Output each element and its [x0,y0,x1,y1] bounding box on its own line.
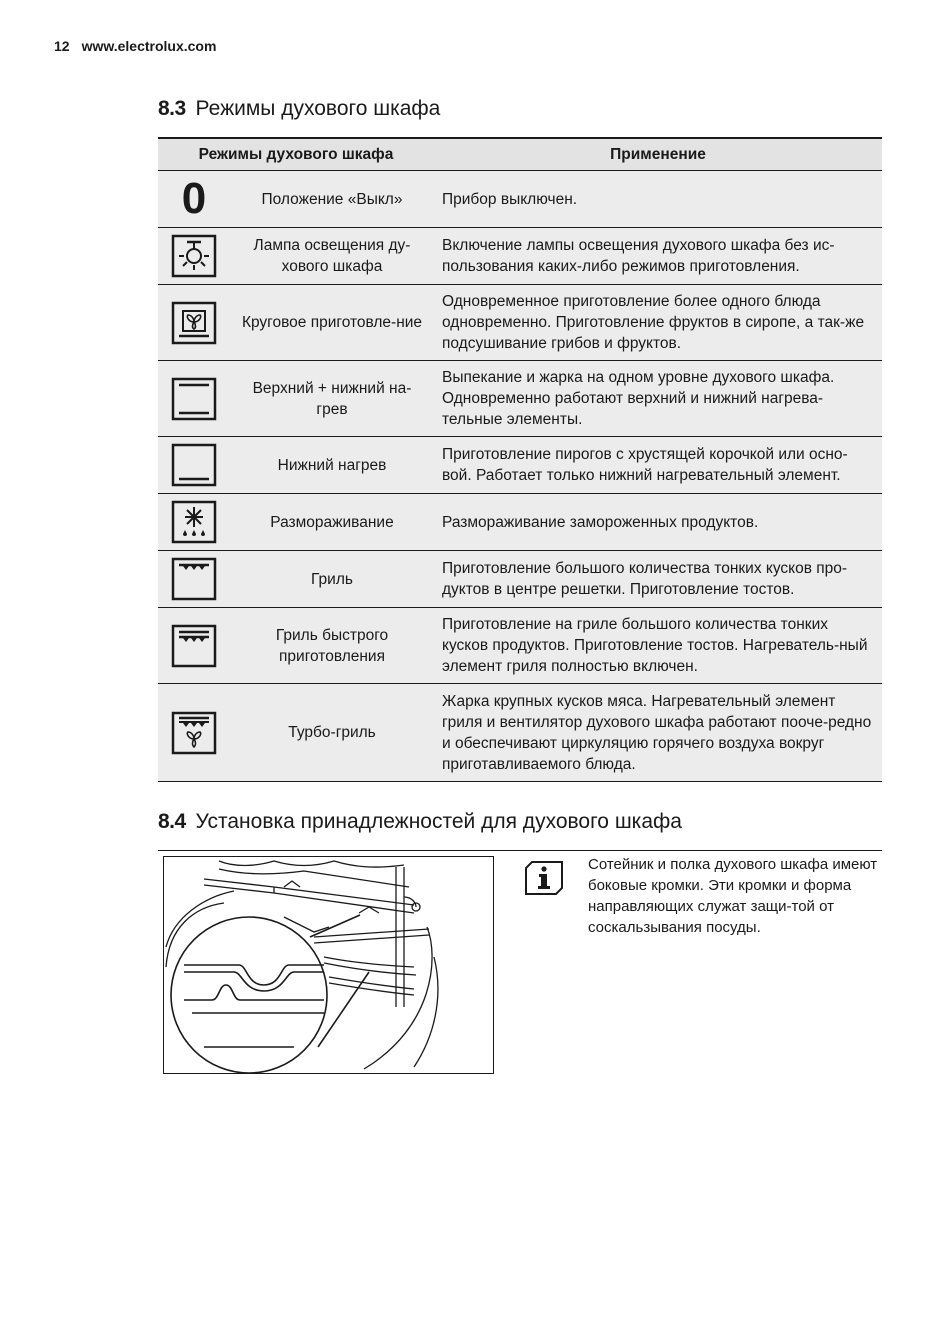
mode-description: Приготовление на гриле большого количества тонких кусков продуктов. Приготовление тостов. Нагреватель-ный элемент гриля полностью включен. [434,608,882,684]
table-header-row [158,138,882,171]
oven-shelf-illustration [163,856,494,1074]
accessory-section [158,850,882,1075]
fan-circular-cooking-icon [171,301,217,345]
mode-description: Одновременное приготовление более одного блюда одновременно. Приготовление фруктов в сиропе, а так-же подсушивание грибов и фруктов. [434,285,882,361]
info-note-text: Сотейник и полка духового шкафа имеют боковые кромки. Эти кромки и форма направляющих служат защи-той от соскальзывания посуды. [588,856,878,936]
turbo-grill-icon [171,711,217,755]
mode-description: Размораживание замороженных продуктов. [434,494,882,551]
mode-name: Положение «Выкл» [230,171,434,228]
section-number: 8.3 [158,97,186,120]
page-header [54,38,216,54]
mode-name: Нижний нагрев [230,437,434,494]
oven-modes-table [158,137,882,782]
fast-grill-icon [171,624,217,668]
table-row [158,228,882,285]
mode-description: Прибор выключен. [434,171,882,228]
section-title-accessories [158,810,682,834]
section-title-text: Установка принадлежностей для духового шкафа [195,810,682,833]
table-row [158,437,882,494]
mode-description: Включение лампы освещения духового шкафа без ис-пользования каких-либо режимов приготовления. [434,228,882,285]
mode-description: Жарка крупных кусков мяса. Нагревательный элемент гриля и вентилятор духового шкафа работают пооче-редно и обеспечивают циркуляцию горячего воздуха вокруг приготавливаемого блюда. [434,684,882,782]
mode-name: Размораживание [230,494,434,551]
mode-name: Круговое приготовле-ние [230,285,434,361]
mode-name: Гриль быстрого приготовления [230,608,434,684]
oven-rack-drawing [164,857,493,1073]
mode-name: Лампа освещения ду-хового шкафа [230,228,434,285]
table-row [158,494,882,551]
defrost-icon [171,500,217,544]
column-header-mode: Режимы духового шкафа [158,138,434,171]
grill-icon [171,557,217,601]
table-row [158,171,882,228]
mode-name: Гриль [230,551,434,608]
table-row [158,285,882,361]
section-divider [158,850,882,851]
site-url: www.electrolux.com [81,38,217,54]
info-icon [525,861,563,895]
oven-lamp-icon [171,234,217,278]
mode-description: Приготовление большого количества тонких кусков про-дуктов в центре решетки. Приготовление тостов. [434,551,882,608]
zero-off-icon: 0 [181,174,207,223]
table-row [158,608,882,684]
mode-description: Приготовление пирогов с хрустящей корочкой или осно-вой. Работает только нижний нагревательный элемент. [434,437,882,494]
section-title-text: Режимы духового шкафа [195,97,441,120]
mode-name: Верхний + нижний на-грев [230,361,434,437]
table-row [158,684,882,782]
column-header-use: Применение [434,138,882,171]
table-row [158,551,882,608]
bottom-heat-icon [171,443,217,487]
mode-name: Турбо-гриль [230,684,434,782]
table-row [158,361,882,437]
section-number: 8.4 [158,810,186,833]
page-number: 12 [54,38,70,54]
top-bottom-heat-icon [171,377,217,421]
mode-description: Выпекание и жарка на одном уровне духового шкафа. Одновременно работают верхний и нижний нагрева-тельные элементы. [434,361,882,437]
section-title-oven-modes [158,97,440,121]
